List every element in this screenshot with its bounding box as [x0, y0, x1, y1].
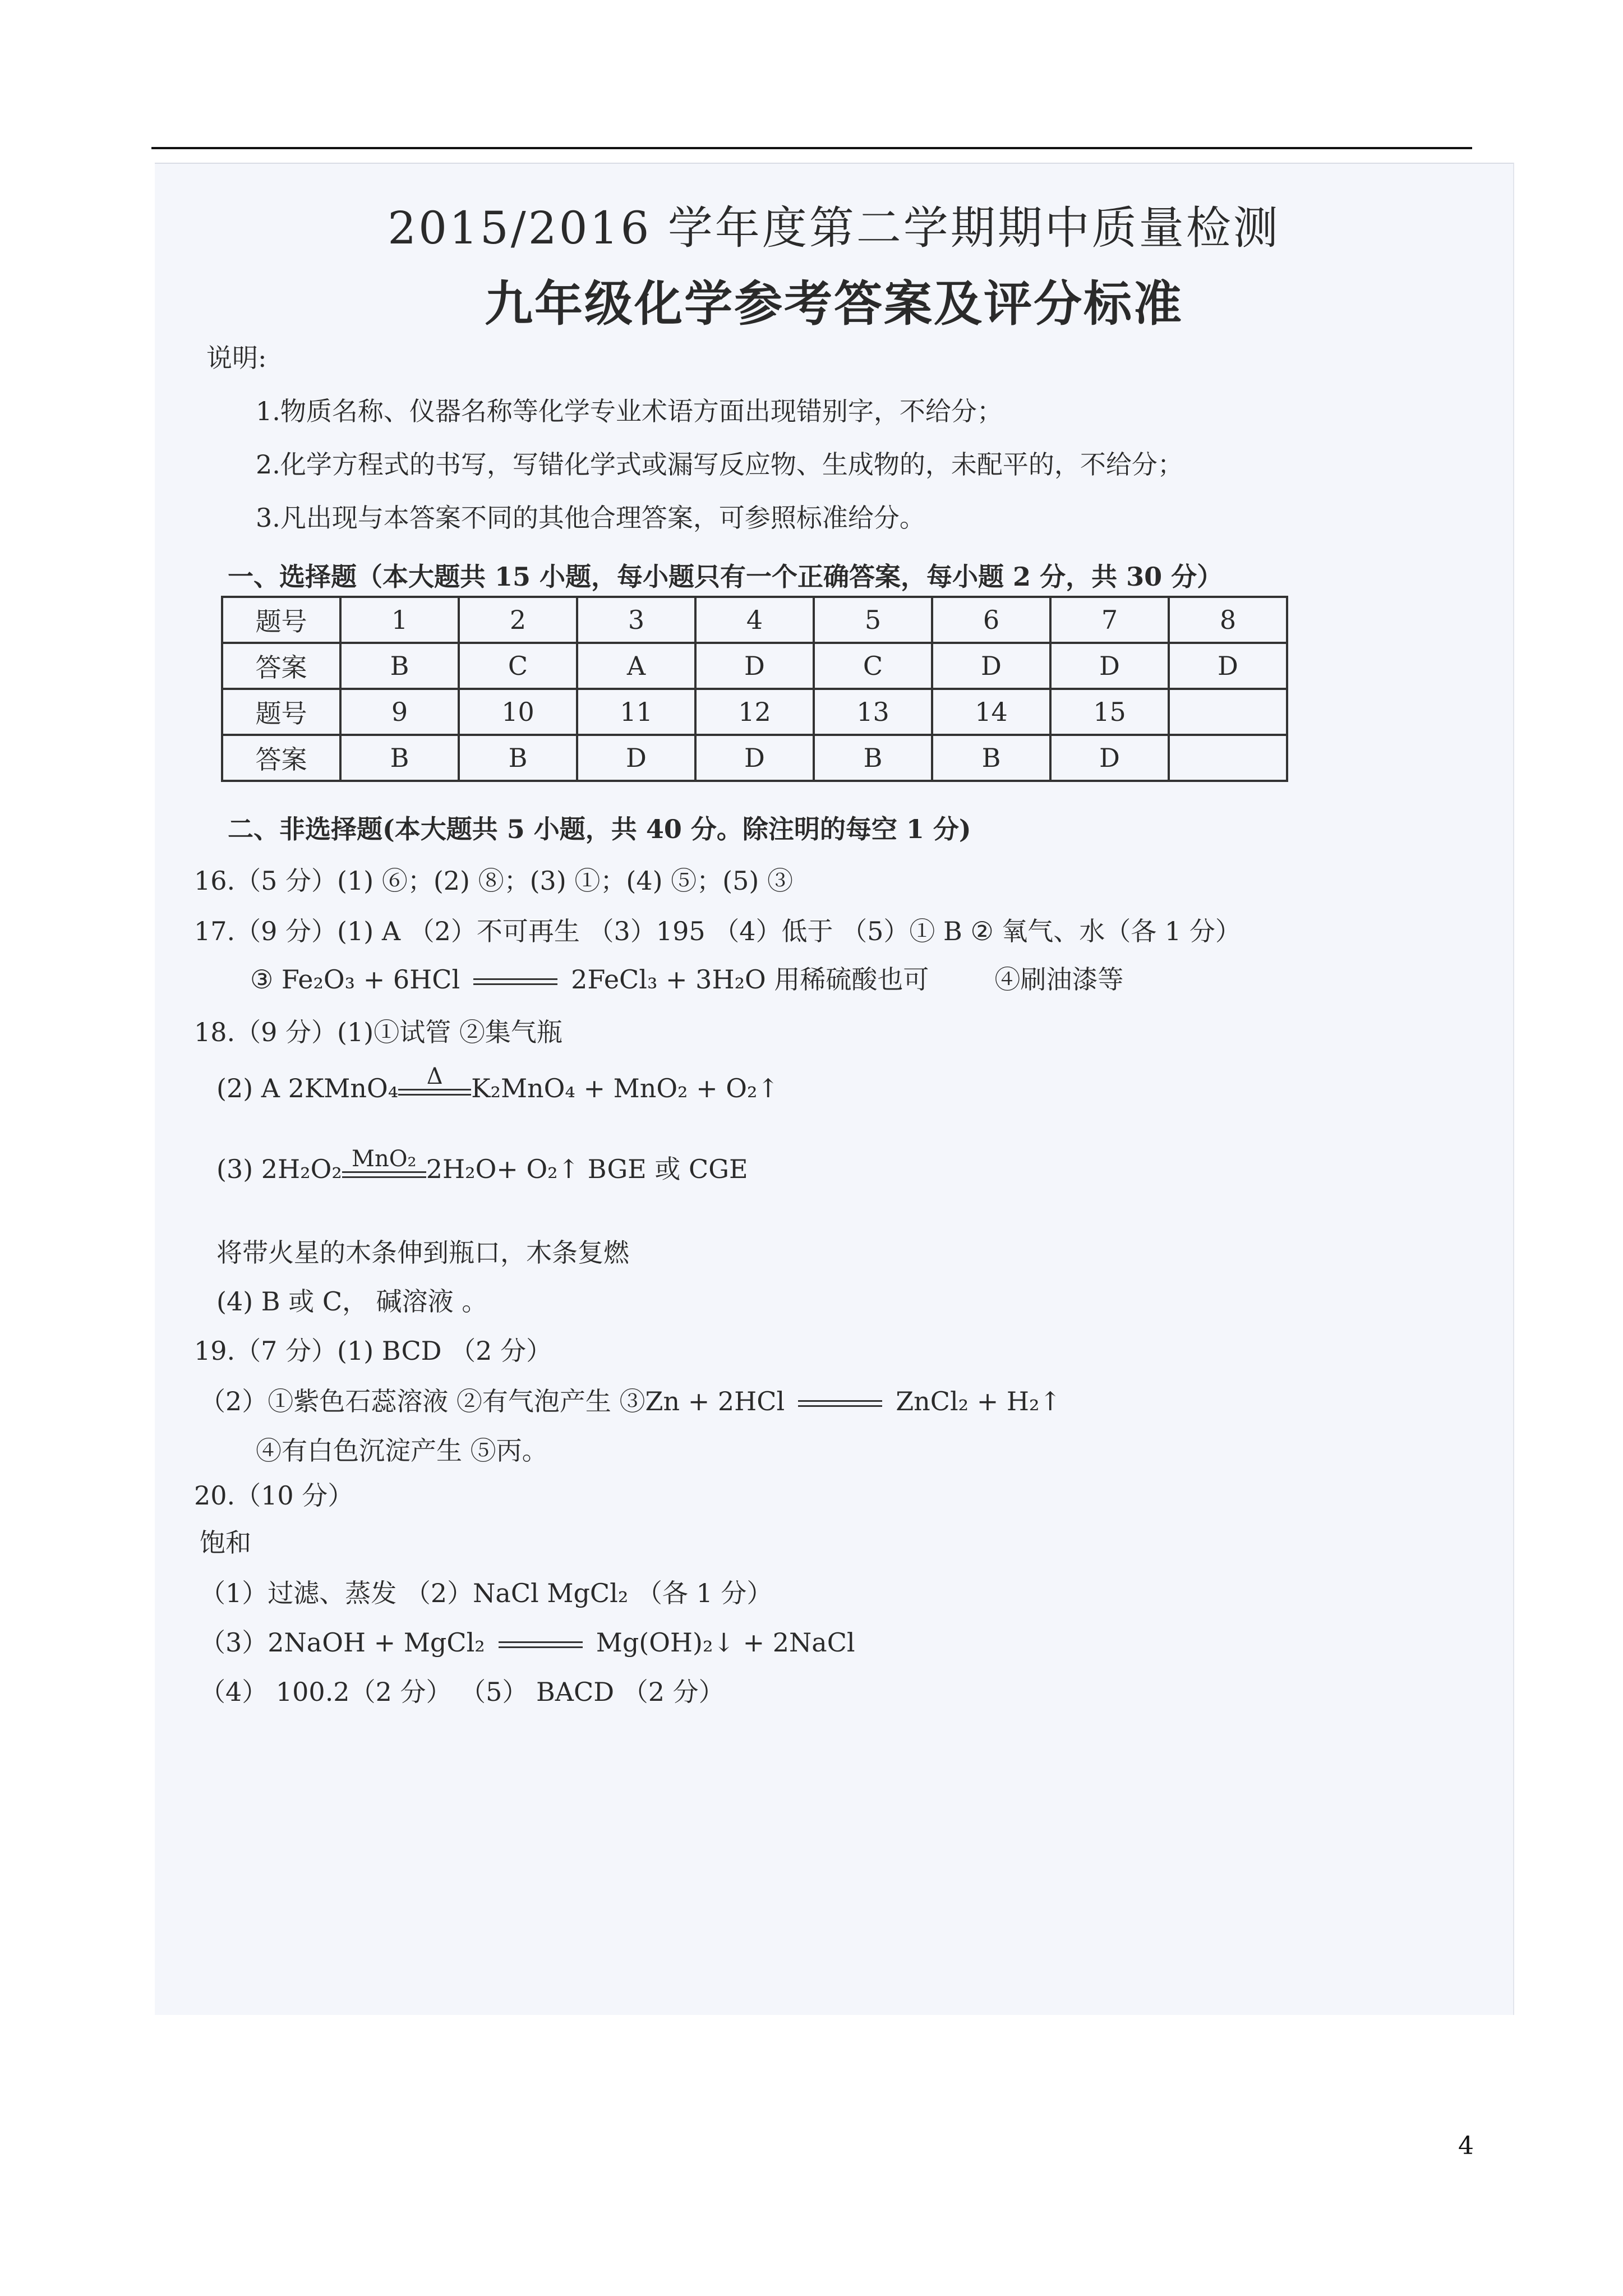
equation-reactants: （3）2NaOH + MgCl₂ — [200, 1627, 485, 1658]
table-cell: B — [814, 735, 932, 781]
answer-q17-part1: 17.（9 分）(1) A （2）不可再生 （3）195 （4）低于 （5）① B ② 氧气、水（各 1 分） — [194, 916, 1241, 946]
equation-products: K₂MnO₄ + MnO₂ + O₂↑ — [471, 1073, 779, 1103]
answer-q18-part5: (4) B 或 C， 碱溶液 。 — [216, 1286, 488, 1317]
answer-q20-part4 — [200, 1622, 855, 1659]
table-cell: 10 — [459, 689, 577, 735]
answer-q20-part2: 饱和 — [200, 1527, 251, 1558]
table-cell: D — [1050, 735, 1169, 781]
table-cell: B — [340, 643, 459, 689]
table-cell: 6 — [932, 597, 1050, 643]
table-cell: D — [695, 735, 814, 781]
equation-reactants: (3) 2H₂O₂ — [216, 1154, 342, 1184]
table-cell: D — [577, 735, 695, 781]
table-cell — [1169, 689, 1287, 735]
equation-sign — [398, 1089, 471, 1096]
table-cell: 答案 — [222, 735, 340, 781]
notes-heading: 说明: — [206, 343, 267, 373]
note-item-3: 3.凡出现与本答案不同的其他合理答案，可参照标准给分。 — [256, 503, 925, 533]
table-cell: 5 — [814, 597, 932, 643]
table-cell: B — [459, 735, 577, 781]
equation-reactants: ③ Fe₂O₃ + 6HCl — [250, 964, 460, 995]
table-cell: D — [695, 643, 814, 689]
scanned-answer-sheet — [155, 163, 1514, 2015]
answer-q18-part1: 18.（9 分）(1)①试管 ②集气瓶 — [194, 1017, 562, 1047]
table-cell: 15 — [1050, 689, 1169, 735]
table-cell: D — [1169, 643, 1287, 689]
answer-q18-part4: 将带火星的木条伸到瓶口，木条复燃 — [216, 1237, 629, 1268]
table-cell: 12 — [695, 689, 814, 735]
answer-q18-part3 — [216, 1147, 748, 1186]
table-row — [222, 689, 1287, 735]
table-cell — [1169, 735, 1287, 781]
equation-reactants: (2) A 2KMnO₄ — [216, 1073, 399, 1103]
answer-q18-part2 — [216, 1064, 779, 1103]
table-cell: 7 — [1050, 597, 1169, 643]
equation-products: 2FeCl₃ + 3H₂O 用稀硫酸也可 — [571, 964, 929, 995]
section2-heading: 二、非选择题(本大题共 5 小题，共 40 分。除注明的每空 1 分) — [228, 814, 971, 844]
equation-sign — [798, 1400, 882, 1407]
answer-q19-part3: ④有白色沉淀产生 ⑤丙。 — [256, 1435, 548, 1466]
table-cell: 2 — [459, 597, 577, 643]
answer-q16: 16.（5 分）(1) ⑥；(2) ⑧；(3) ①；(4) ⑤；(5) ③ — [194, 866, 793, 896]
table-cell: 14 — [932, 689, 1050, 735]
equation-sign — [499, 1641, 583, 1648]
heating-condition — [398, 1064, 471, 1103]
exam-title: 2015/2016 学年度第二学期期中质量检测 — [388, 202, 1280, 254]
condition-label: Δ — [426, 1064, 443, 1089]
answer-q19-part1: 19.（7 分）(1) BCD （2 分） — [194, 1336, 552, 1366]
equation-products: Mg(OH)₂↓ + 2NaCl — [596, 1627, 855, 1658]
page-number: 4 — [1458, 2132, 1474, 2160]
answer-q20-part3: （1）过滤、蒸发 （2）NaCl MgCl₂ （各 1 分） — [200, 1578, 773, 1608]
table-cell: 题号 — [222, 689, 340, 735]
catalyst-condition — [342, 1147, 426, 1186]
table-cell: 题号 — [222, 597, 340, 643]
table-cell: 1 — [340, 597, 459, 643]
table-cell: D — [932, 643, 1050, 689]
answer-q17-part2 — [250, 959, 1123, 996]
table-cell: 11 — [577, 689, 695, 735]
table-cell: 13 — [814, 689, 932, 735]
table-row — [222, 735, 1287, 781]
header-rule — [151, 147, 1472, 149]
table-cell: D — [1050, 643, 1169, 689]
equation-products: 2H₂O+ O₂↑ BGE 或 CGE — [426, 1154, 748, 1184]
equation-reactants: （2）①紫色石蕊溶液 ②有气泡产生 ③Zn + 2HCl — [200, 1386, 785, 1416]
table-cell: A — [577, 643, 695, 689]
table-cell: B — [932, 735, 1050, 781]
table-row — [222, 597, 1287, 643]
equation-products: ZnCl₂ + H₂↑ — [896, 1386, 1062, 1416]
equation-sign — [342, 1171, 426, 1178]
table-cell: C — [814, 643, 932, 689]
answer-q20-part1: 20.（10 分） — [194, 1480, 354, 1511]
table-cell: 9 — [340, 689, 459, 735]
table-cell: 8 — [1169, 597, 1287, 643]
section1-heading: 一、选择题（本大题共 15 小题，每小题只有一个正确答案，每小题 2 分，共 30 分） — [228, 562, 1223, 592]
table-cell: 答案 — [222, 643, 340, 689]
table-cell: 4 — [695, 597, 814, 643]
equation-sign — [473, 978, 557, 985]
answer-q20-part5: （4） 100.2（2 分） （5） BACD （2 分） — [200, 1677, 725, 1707]
note-item-1: 1.物质名称、仪器名称等化学专业术语方面出现错别字，不给分； — [256, 396, 1003, 426]
table-row — [222, 643, 1287, 689]
choice-answer-table — [221, 596, 1288, 782]
note-item-2: 2.化学方程式的书写，写错化学式或漏写反应物、生成物的，未配平的，不给分； — [256, 449, 1183, 480]
exam-subtitle: 九年级化学参考答案及评分标准 — [485, 275, 1183, 332]
condition-label: MnO₂ — [351, 1146, 417, 1172]
table-cell: 3 — [577, 597, 695, 643]
answer-q17-tail: ④刷油漆等 — [994, 964, 1124, 995]
answer-q19-part2 — [200, 1381, 1061, 1418]
table-cell: B — [340, 735, 459, 781]
table-cell: C — [459, 643, 577, 689]
